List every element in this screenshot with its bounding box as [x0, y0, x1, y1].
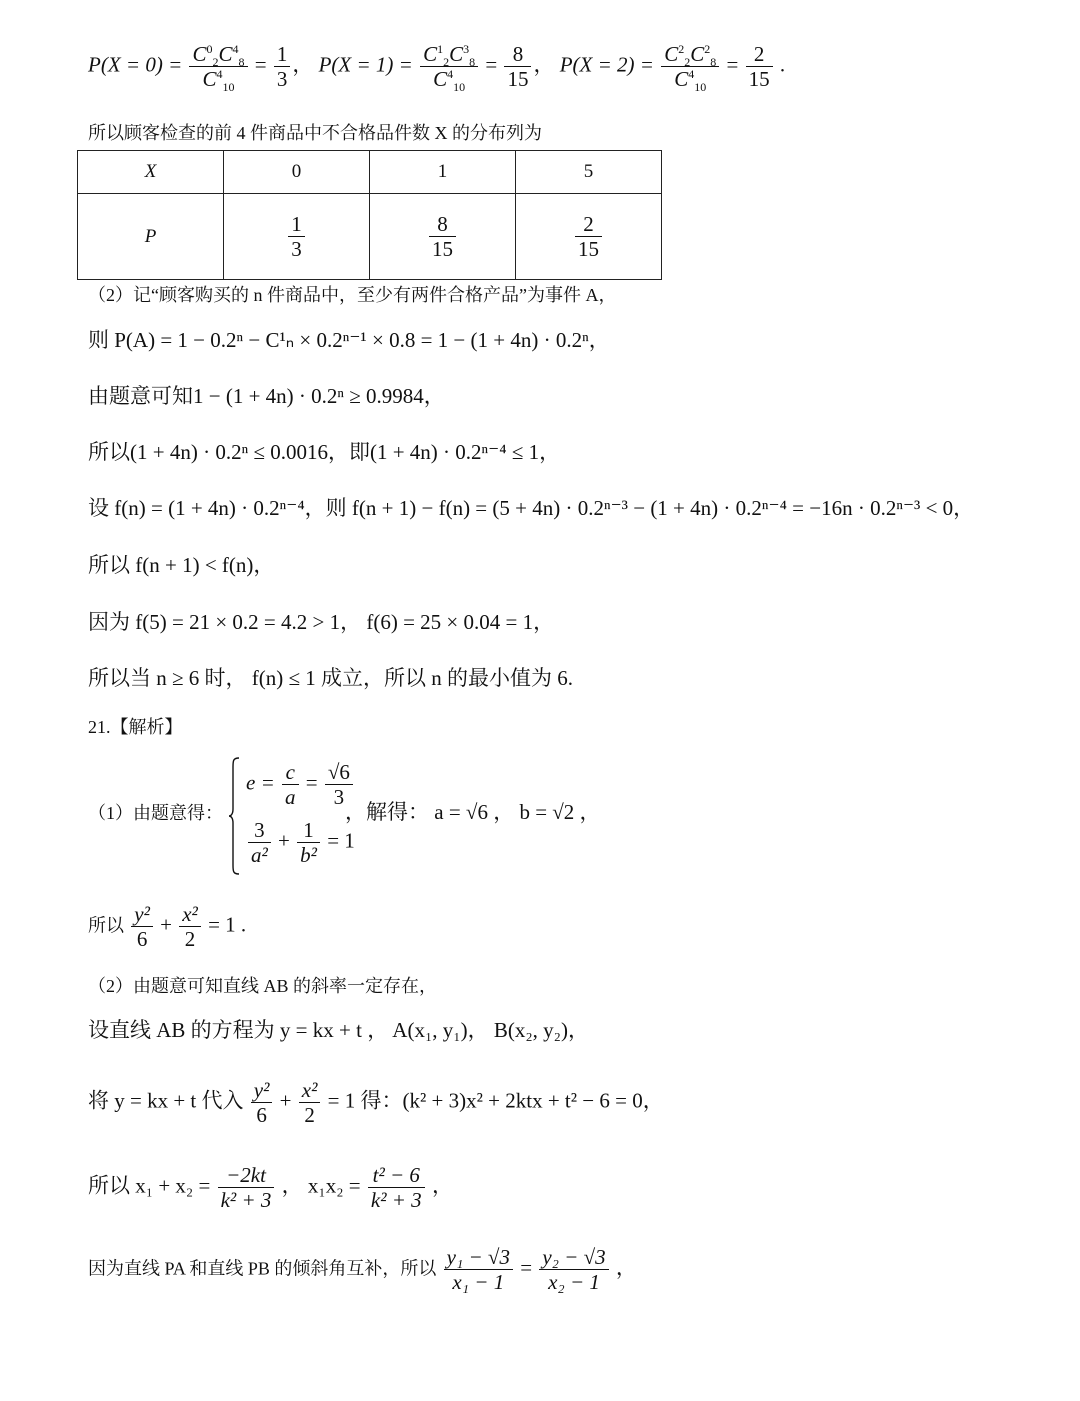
inequality-line: 所以(1 + 4n) · 0.2ⁿ ≤ 0.0016，即(1 + 4n) · 0.2ⁿ⁻⁴ ≤ 1， [88, 440, 561, 464]
p1-value: $\frac{8}{15}$ [504, 42, 531, 91]
conclusion-line: 所以当 n ≥ 6 时， f(n) ≤ 1 成立，所以 n 的最小值为 6. [88, 666, 574, 690]
table-cell: $\frac{8}{15}$ [370, 194, 516, 280]
probability-line: P(X = 0) = $\frac{C^0_2C^4_8}{C^4_{10}}$ = $\frac{1}{3}$ ， P(X = 1) = $\frac{C^1_2C^3_8}{C^4_{10}}$ = $\frac{8}{15}$ ， P(X = 2) = $\frac{C^2_2C^2_8}{C^4_{10}}$ = $\frac{2}{15}$ . [88, 42, 786, 95]
distribution-table [77, 150, 662, 280]
check-line: 因为 f(5) = 21 × 0.2 = 4.2 > 1， f(6) = 25 × 0.04 = 1， [88, 610, 555, 634]
table-header-cell: X [78, 151, 224, 194]
part2b-intro: （2）由题意可知直线 AB 的斜率一定存在， [88, 976, 438, 996]
p1-combination-fraction: $\frac{C^1_2C^3_8}{C^4_{10}}$ [420, 42, 478, 91]
substitution-line: 将 y = kx + t 代入 $\frac{\text{y²}}{6}$ + $\frac{\text{x²}}{2}$ = 1 得：(k² + 3)x² + 2ktx + t² − 6 = 0， [88, 1078, 664, 1128]
system-equation-1: e = $\frac{c}{a}$ = $\frac{√6}{3}$ [246, 760, 355, 809]
system-brace [228, 757, 240, 875]
p0-lhs: P(X = 0) = [88, 52, 183, 77]
p1-lhs: P(X = 1) = [318, 52, 413, 77]
table-cell: $\frac{2}{15}$ [516, 194, 662, 280]
part2-intro: （2）记“顾客购买的 n 件商品中，至少有两件合格产品”为事件 A， [88, 285, 617, 305]
system-equation-2: $\frac{3}{\text{a²}}$ + $\frac{1}{\text{b²}}$ = 1 [246, 818, 355, 867]
table-cell: $\frac{1}{3}$ [224, 194, 370, 280]
p2-combination-fraction: $\frac{C^2_2C^2_8}{C^4_{10}}$ [661, 42, 719, 91]
monotonic-line: 所以 f(n + 1) < f(n)， [88, 553, 275, 577]
condition-line: 由题意可知1 − (1 + 4n) · 0.2ⁿ ≥ 0.9984， [88, 384, 445, 408]
p2-lhs: P(X = 2) = [559, 52, 654, 77]
p0-combination-fraction: $\frac{C^0_2C^4_8}{C^4_{10}}$ [189, 42, 247, 91]
table-row-label: P [78, 194, 224, 280]
p0-value: $\frac{1}{3}$ [274, 42, 291, 91]
function-line: 设 f(n) = (1 + 4n) · 0.2ⁿ⁻⁴，则 f(n + 1) − f(n) = (5 + 4n) · 0.2ⁿ⁻³ − (1 + 4n) · 0.2ⁿ⁻⁴ = −16n · 0.2ⁿ⁻³ < 0， [88, 496, 975, 520]
table-header-cell: 1 [370, 151, 516, 194]
probability-a-line: 则 P(A) = 1 − 0.2ⁿ − C¹ₙ × 0.2ⁿ⁻¹ × 0.8 = 1 − (1 + 4n) · 0.2ⁿ， [88, 328, 610, 352]
system-solution: ，解得： a = √6 ， b = √2 ， [345, 800, 601, 824]
p2-value: $\frac{2}{15}$ [746, 42, 773, 91]
question-21-header: 21.【解析】 [88, 717, 183, 737]
table-row [78, 194, 662, 280]
distribution-intro: 所以顾客检查的前 4 件商品中不合格品件数 X 的分布列为 [88, 123, 542, 143]
ellipse-equation: 所以 $\frac{\text{y²}}{6}$ + $\frac{\text{x²}}{2}$ = 1 . [88, 902, 247, 952]
line-equation: 设直线 AB 的方程为 y = kx + t ， A(x₁, y₁)， B(x₂, y₂)， [88, 1018, 589, 1042]
table-header-cell: 5 [516, 151, 662, 194]
slope-line: 因为直线 PA 和直线 PB 的倾斜角互补，所以 $\frac{\text{y₁ − √3}}{\text{x₁ − 1}}$ = $\frac{\text{y₂ − √3}}{\text{x₂ − 1}}$ ， [88, 1245, 637, 1295]
table-header-cell: 0 [224, 151, 370, 194]
table-header-row [78, 151, 662, 194]
q21-part1-label: （1）由题意得： [88, 803, 223, 823]
vieta-line: 所以 x₁ + x₂ = $\frac{-2kt}{\text{k² + 3}}$ ， x₁x₂ = $\frac{\text{t² − 6}}{\text{k² + 3}}$ ， [88, 1163, 453, 1213]
